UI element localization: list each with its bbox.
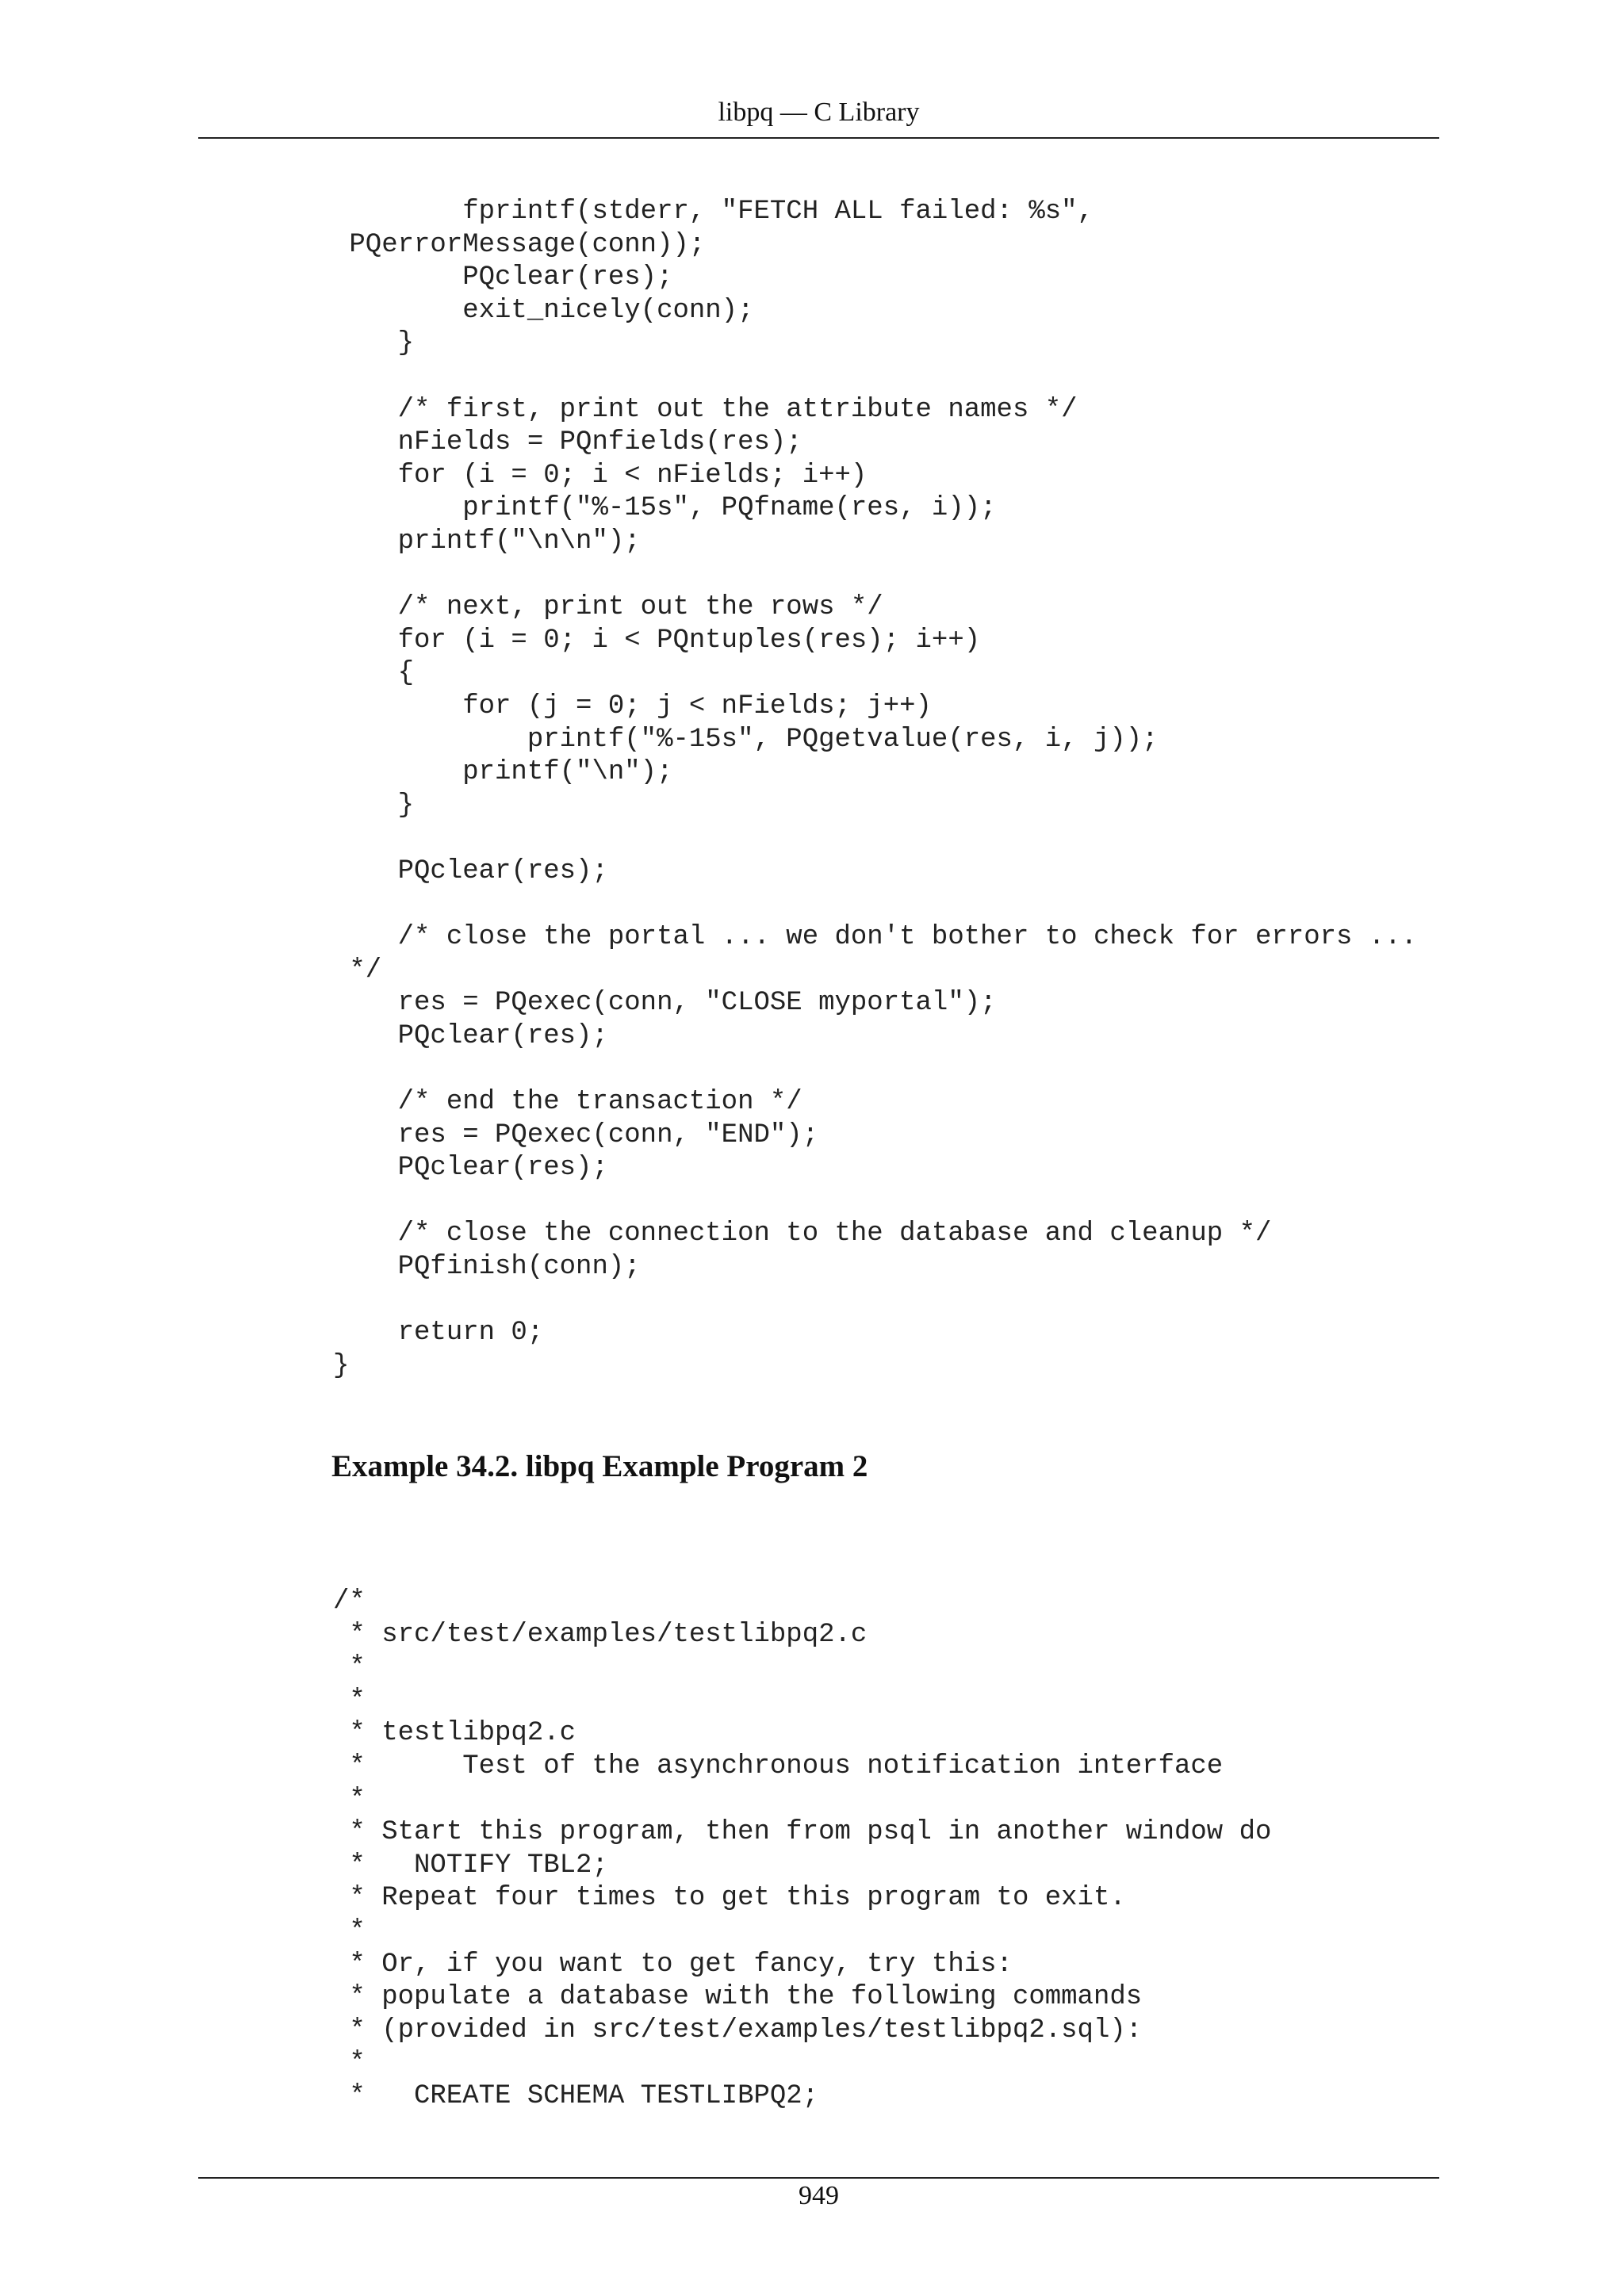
running-header: libpq — C Library bbox=[718, 98, 920, 127]
page-number: 949 bbox=[799, 2181, 839, 2210]
example-title: Example 34.2. libpq Example Program 2 bbox=[331, 1449, 868, 1483]
code-listing-example-2: /* * src/test/examples/testlibpq2.c * * * testlibpq2.c * Test of the asynchronous notification interface * * Start this program, then from psql in another window do * NOTIFY TBL2; * Repeat four times to get this program to exit. * * Or, if you want to get fancy, try this: * populate a database with the following commands * (provided in src/test/examples/testlibpq2.sql): * * CREATE SCHEMA TESTLIBPQ2; bbox=[333, 1586, 1272, 2111]
header-rule bbox=[198, 137, 1439, 139]
code-listing-continued: fprintf(stderr, "FETCH ALL failed: %s", PQerrorMessage(conn)); PQclear(res); exit_nicely(conn); } /* first, print out the attribute names */ nFields = PQnfields(res); for (i = 0; i < nFields; i++) printf("%-15s", PQfname(res, i)); printf("\n\n"); /* next, print out the rows */ for (i = 0; i < PQntuples(res); i++) { for (j = 0; j < nFields; j++) printf("%-15s", PQgetvalue(res, i, j)); printf("\n"); } PQclear(res); /* close the portal ... we don't bother to check for errors ... */ res = PQexec(conn, "CLOSE myportal"); PQclear(res); /* end the transaction */ res = PQexec(conn, "END"); PQclear(res); /* close the connection to the database and cleanup */ PQfinish(conn); return 0; } bbox=[333, 197, 1418, 1381]
